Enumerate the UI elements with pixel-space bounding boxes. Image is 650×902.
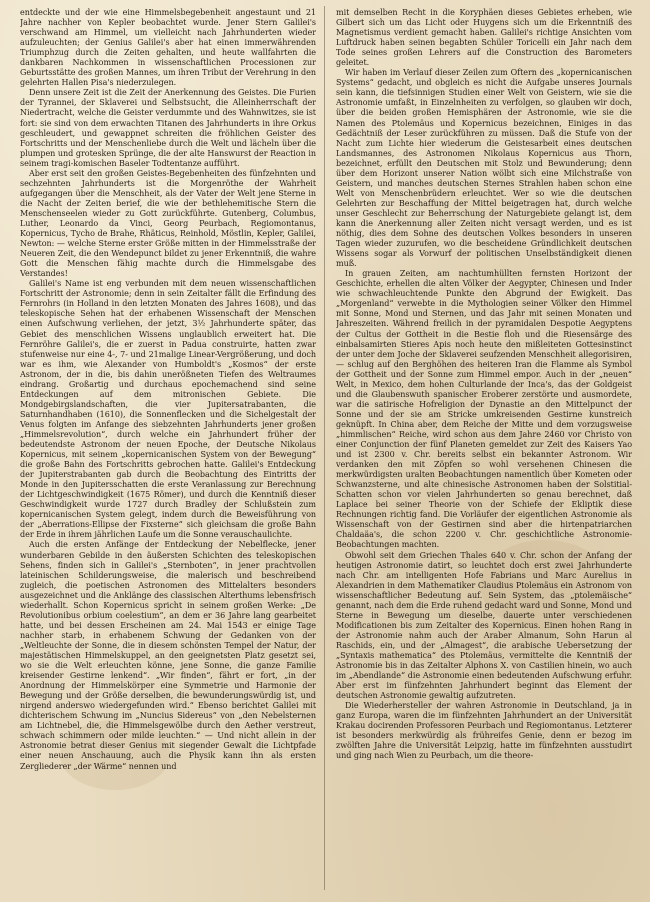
paragraph: entdeckte und der wie eine Himmelsbegebenheit angestaunt und 21 Jahre nachher von Kepler beobachtet wurde. Jener Stern Galilei's verschwand am Himmel, um vielleicht nach Jahrhunderten wieder aufzuleuchten; der Genius Galilei's aber hat einen immerwährenden Triumphzug durch die Zeiten gehalten, und heute wallfahrten die dankbaren Nachkommen in wissenschaftlichen Processionen zur Geburtsstätte des großen Mannes, um ihren Tribut der Verehrung in den gelehrten Hallen Pisa's niederzulegen.: [20, 8, 316, 88]
left-column: [20, 8, 316, 890]
paragraph: mit demselben Recht in die Koryphäen dieses Gebietes erheben, wie Gilbert sich um das Licht oder Huygens sich um die Erkenntniß des Magnetismus verdient gemacht haben. Galilei's richtige Ansichten vom Luftdruck haben seinen begabten Schüler Toricelli ein Jahr nach dem Tode seines großen Lehrers auf die Construction des Barometers geleitet.: [336, 8, 632, 68]
paragraph: Wir haben im Verlauf dieser Zeilen zum Oftern des „kopernicanischen Systems“ gedacht, und obgleich es nicht die Aufgabe unseres Journals sein kann, die tiefsinnigen Studien einer Welt von Geistern, wie sie die Astronomie umfaßt, in Einzelnheiten zu verfolgen, so glauben wir doch, über die beiden großen Hemisphären der Astronomie, wie sie die Namen des Ptolemäus und Kopernicus bezeichnen, Einiges in das Gedächtniß der Leser zurückführen zu müssen. Daß die Stufe von der Nacht zum Lichte hier wiederum die Geistesarbeit eines deutschen Landsmannes, des Astronomen Nikolaus Kopernicus aus Thorn, bezeichnet, erfüllt den Deutschen mit Stolz und Bewunderung; denn über dem Horizont unserer Nation wölbt sich eine Milchstraße von Geistern, und manches deutschen Sternes Strahlen haben schon eine Welt von Menschenbrüdern erleuchtet. Wer so wie die deutschen Gelehrten zur Beschaffung der Mittel beigetragen hat, durch welche unser Geschlecht zur Beherrschung der Naturgebiete gelangt ist, dem kann die Anerkennung aller Zeiten nicht versagt werden, und es ist nöthig, dies dem Sohne des deutschen Volkes besonders in unseren Tagen wieder zuzurufen, wo die bescheidene Gründlichkeit deutschen Wissens sogar als Vorwurf der politischen Unselbständigkeit dienen muß.: [336, 68, 632, 269]
paragraph: Aber erst seit den großen Geistes-Begebenheiten des fünfzehnten und sechzehnten Jahrhunderts ist die Morgenröthe der Wahrheit aufgegangen über die Menschheit, als der Vater der Welt jene Sterne in die Nacht der Zeiten berief, die wie der bethlehemitische Stern die Menschenseelen wieder zu Gott zurückführte. Gutenberg, Columbus, Luther, Leonardo da Vinci, Georg Peurbach, Regiomontanus, Kopernicus, Tycho de Brahe, Rhäticus, Reinhold, Möstlin, Kepler, Galilei, Newton: — welche Sterne erster Größe mitten in der Himmelsstraße der Neueren Zeit, die den Wendepunct bildet zu jener Erkenntniß, die wahre Gott die Menschen fähig machte durch die Himmelsgabe des Verstandes!: [20, 168, 316, 279]
paragraph: Denn unsere Zeit ist die Zeit der Anerkennung des Geistes. Die Furien der Tyrannei, der Sklaverei und Selbstsucht, die Alleinherrschaft der Niedertracht, welche die Geister verdummte und des Wahnwitzes, sie ist fort: sie sind von dem erwachten Titanen des Jahrhunderts in ihre Orkus geschleudert, und gewappnet schreiten die fröhlichen Geister des Fortschritts und der Menschenliebe durch die Welt und lächeln über die plumpen und grotesken Sprünge, die der alte Hanswurst der Reaction in seinem tragi-komischen Baseler Todtentanze aufführt.: [20, 88, 316, 168]
paragraph: Die Wiederhersteller der wahren Astronomie in Deutschland, ja in ganz Europa, waren die im fünfzehnten Jahrhundert an der Universität Krakau docirenden Professoren Peurbach und Regiomontanus. Letzterer ist besonders merkwürdig als frühreifes Genie, denn er bezog im zwölften Jahre die Universität Leipzig, hatte im fünfzehnten ausstudirt und ging nach Wien zu Peurbach, um die theore-: [336, 701, 632, 761]
paragraph: Obwohl seit dem Griechen Thales 640 v. Chr. schon der Anfang der heutigen Astronomie datirt, so leuchtet doch erst zwei Jahrhunderte nach Chr. am intelligenten Hofe Fabrians und Marc Aurelius in Alexandrien in dem Mathematiker Claudius Ptolemäus ein Astronom von wissenschaftlicher Bedeutung auf. Sein System, das „ptolemäische“ genannt, nach dem die Erde ruhend gedacht ward und Sonne, Mond und Sterne in Bewegung um dieselbe, dauerte unter verschiedenen Modificationen bis zum Zeitalter des Kopernicus. Einen hohen Rang in der Astronomie nahm auch der Araber Almanum, Sohn Harun al Raschids, ein, und der „Almagest“, die arabische Uebersetzung der „Syntaxis mathematica“ des Ptolemäus, vermittelte die Kenntniß der Astronomie bis in das Zeitalter Alphons X. von Castilien hinein, wo auch im „Abendlande“ die Astronomie einen bedeutenden Aufschwung erfuhr. Aber erst im fünfzehnten Jahrhundert beginnt das Element der deutschen Astronomie gewaltig aufzutreten.: [336, 550, 632, 701]
paragraph: Auch die ersten Anfänge der Entdeckung der Nebelflecke, jener wunderbaren Gebilde in den äußersten Schichten des teleskopischen Sehens, finden sich in Galilei's „Sternboten“, in jener prachtvollen lateinischen Schilderungsweise, die malerisch und beschreibend zugleich, die poetischen Astronomen des Mittelalters besonders ausgezeichnet und die Anklänge des classischen Alterthums lebensfrisch wiederhallt. Schon Kopernicus spricht in seinem großen Werke: „De Revolutionibus orbium coelestium“, an dem er 36 Jahre lang gearbeitet hatte, und bei dessen Erscheinen am 24. Mai 1543 er einige Tage nachher starb, in erhabenem Schwung der Gedanken von der „Weltleuchte der Sonne, die in diesem schönsten Tempel der Natur, der majestätischen Himmelskuppel, an den geeignetsten Platz gesetzt sei, wo sie die Welt erleuchten könne, jene Sonne, die ganze Familie kreisender Gestirne lenkend“. „Wir finden“, fährt er fort, „in der Anordnung der Himmelskörper eine Symmetrie und Harmonie der Bewegung und der Größe derselben, die bewunderungswürdig ist, und nirgend anderswo wiedergefunden wird.“ Ebenso berichtet Galilei mit dichterischem Schwung im „Nuncius Sidereus“ von „den Nebelsternen am Lichtnebel, die, die Himmelsgewölbe durch den Aether verstreut, schwach schimmern oder milde leuchten.“ — Und nicht allein in der Astronomie betrat dieser Genius mit siegender Gewalt die Lichtpfade einer neuen Anschauung, auch die Physik kann ihn als ersten Zergliederer „der Wärme“ nennen und: [20, 540, 316, 771]
column-divider: [324, 6, 325, 890]
right-column: [336, 8, 632, 890]
paragraph: Galilei's Name ist eng verbunden mit dem neuen wissenschaftlichen Fortschritt der Astronomie; denn in sein Zeitalter fällt die Erfindung des Fernrohrs (in Holland in den letzten Monaten des Jahres 1608), und das teleskopische Sehen hat der erhabenen Wissenschaft der Menschen einen Aufschwung verliehen, der jetzt, 3½ Jahrhunderte später, das Gebiet des menschlichen Wissens unglaublich erweitert hat. Die Fernröhre Galilei's, die er zuerst in Padua construirte, hatten zwar stufenweise nur eine 4-, 7- und 21malige Linear-Vergrößerung, und doch war es ihm, wie Alexander von Humboldt's „Kosmos“ der erste Astronom, der in die, bis dahin unerößneten Tiefen des Weltraumes eindrang. Großartig und durchaus epochemachend sind seine Entdeckungen auf dem mitronischen Gebiete. Die Mondgebirgslandschaften, die vier Jupitersatrabanten, die Saturnhandhaben (1610), die Sonnenflecken und die Sichelgestalt der Venus folgten im Anfange des siebzehnten Jahrhunderts jener großen „Himmelsrevolution“, durch welche ein Jahrhundert früher der bedeutendste Astronom der neuen Epoche, der Deutsche Nikolaus Kopernicus, mit seinem „kopernicanischen System von der Bewegung“ die große Bahn des Fortschritts gebrochen hatte. Galilei's Entdeckung der Jupiterstrabanten gab durch die Beobachtung des Eintritts der Monde in den Jupitersschatten die erste Veranlassung zur Berechnung der Lichtgeschwindigkeit (1675 Römer), und durch die Kenntniß dieser Geschwindigkeit wurde 1727 durch Bradley der Schlußstein zum kopernicanischen System gelegt, indem durch die Beweisführung von der „Aberrations-Ellipse der Fixsterne“ sich gleichsam die große Bahn der Erde in ihrem jährlichen Laufe um die Sonne verauschaulichte.: [20, 279, 316, 540]
paragraph: In grauen Zeiten, am nachtumhüllten fernsten Horizont der Geschichte, erhellen die alten Völker der Aegypter, Chinesen und Inder wie schwachleuchtende Punkte den Abgrund der Ewigkeit. Das „Morgenland“ verwebte in die Mythologien seiner Völker den Himmel mit Sonne, Mond und Sternen, und das Jahr mit seinen Monaten und Jahreszeiten. Während freilich in der pyramidalen Despotie Aegyptens der Cultus der Gottheit in die Bestie floh und die Riesensärge des einbalsamirten Stieres Apis noch heute den mißleiteten Gottesinstinct der unter dem Joche der Sklaverei seufzenden Menschheit allegorisiren, — schlug auf den Berghöhen des heiteren Iran die Flamme als Symbol der Gottheit und der Sonne zum Himmel empor. Auch in der „neuen“ Welt, in Mexico, dem hohen Culturlande der Inca's, das der Goldgeist und die Glaubenswuth spanischer Eroberer zerstörte und ausmordete, war die satirische Hofreligion der Dynastie an den Mittelpunct der Sonne und der sie am Stricke umkreisenden Gestirne kunstreich geknüpft. In China aber, dem Reiche der Mitte und dem vorzugsweise „himmlischen“ Reiche, wird schon aus dem Jahre 2460 vor Christo von einer Conjunction der fünf Planeten gemeldet zur Zeit des Kaisers Yao und ist 2300 v. Chr. bereits selbst ein bekannter Astronom. Wir verdanken den mit Zöpfen so wohl versehenen Chinesen die merkwürdigsten uralten Beobachtungen namentlich über Kometen oder Schwanzsterne, und alte chinesische Astronomen haben der Solstitial-Schatten schon vor vielen Jahrhunderten so genau berechnet, daß Laplace bei seiner Theorie von der Schiefe der Ekliptik diese Rechnungen richtig fand. Die Vorläufer der eigentlichen Astronomie als Wissenschaft von der Gestirnen sind aber die hirtenpatriarchen Chaldaäa's, die schon 2200 v. Chr. geschichtliche Astronomie-Beobachtungen machten.: [336, 269, 632, 550]
